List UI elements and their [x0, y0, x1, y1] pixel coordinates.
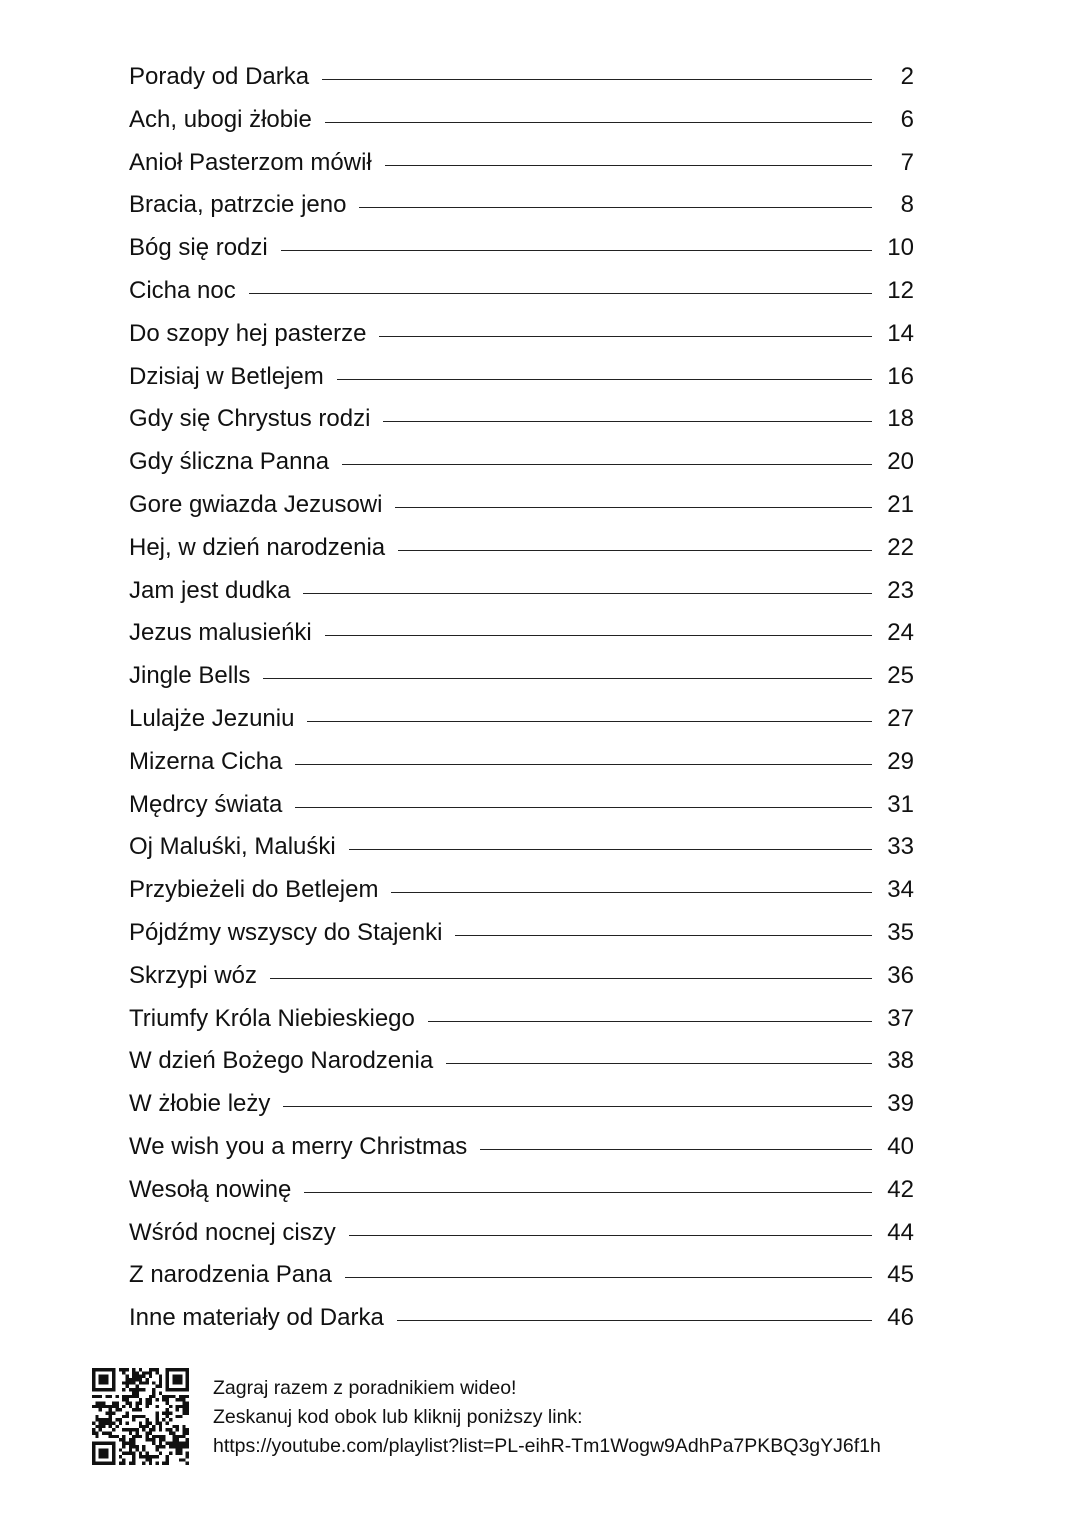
toc-entry-page: 40	[887, 1132, 914, 1160]
toc-entry[interactable]	[129, 184, 914, 227]
toc-leader-line	[359, 207, 872, 208]
toc-entry-title: W żłobie leży	[129, 1090, 271, 1118]
toc-entry-title: Bóg się rodzi	[129, 234, 268, 262]
toc-leader-line	[480, 1149, 872, 1150]
toc-entry-title: Jam jest dudka	[129, 576, 291, 604]
toc-leader-line	[398, 550, 872, 551]
toc-entry[interactable]	[129, 1254, 914, 1297]
toc-entry[interactable]	[129, 398, 914, 441]
toc-entry-page: 34	[887, 876, 914, 904]
toc-entry-page: 2	[900, 63, 914, 90]
footer-text	[213, 1374, 881, 1461]
toc-entry-title: Bracia, patrzcie jeno	[129, 191, 347, 219]
toc-entry[interactable]	[129, 955, 914, 998]
qr-code-icon[interactable]	[92, 1368, 189, 1465]
toc-entry-page: 7	[900, 148, 914, 176]
toc-leader-line	[379, 336, 872, 337]
toc-entry[interactable]	[129, 741, 914, 784]
toc-leader-line	[345, 1277, 872, 1278]
toc-entry-page: 35	[887, 918, 914, 946]
toc-entry[interactable]	[129, 826, 914, 869]
toc-entry-title: W dzień Bożego Narodzenia	[129, 1047, 434, 1075]
toc-leader-line	[391, 892, 872, 893]
toc-entry[interactable]	[129, 270, 914, 313]
toc-entry-title: Pójdźmy wszyscy do Stajenki	[129, 918, 443, 946]
toc-entry-page: 22	[887, 533, 914, 561]
toc-entry-page: 21	[887, 490, 914, 518]
toc-entry-page: 10	[887, 234, 914, 262]
toc-entry-title: Inne materiały od Darka	[129, 1304, 384, 1332]
toc-entry-page: 14	[887, 319, 914, 347]
toc-leader-line	[249, 293, 872, 294]
toc-entry-page: 8	[900, 191, 914, 219]
toc-entry-page: 39	[887, 1090, 914, 1118]
playlist-link[interactable]: https://youtube.com/playlist?list=PL-eihR-Tm1Wogw9AdhPa7PKBQ3gYJ6f1h	[213, 1435, 881, 1457]
toc-entry[interactable]	[129, 1169, 914, 1212]
toc-leader-line	[349, 849, 872, 850]
toc-entry-page: 46	[887, 1304, 914, 1332]
toc-entry-title: Cicha noc	[129, 276, 236, 304]
toc-entry-page: 20	[887, 448, 914, 476]
toc-entry-title: Ach, ubogi żłobie	[129, 105, 312, 133]
toc-entry-title: Przybieżeli do Betlejem	[129, 876, 379, 904]
toc-entry-title: Dzisiaj w Betlejem	[129, 362, 324, 390]
toc-entry-page: 37	[887, 1004, 914, 1032]
toc-entry-title: Wesołą nowinę	[129, 1175, 292, 1203]
toc-leader-line	[325, 635, 872, 636]
toc-entry-page: 6	[900, 105, 914, 133]
toc-entry[interactable]	[129, 655, 914, 698]
toc-entry-page: 27	[887, 704, 914, 732]
toc-entry-page: 29	[887, 747, 914, 775]
toc-entry-page: 36	[887, 961, 914, 989]
toc-leader-line	[283, 1106, 872, 1107]
toc-leader-line	[281, 250, 872, 251]
toc-entry-title: Gdy się Chrystus rodzi	[129, 405, 371, 433]
toc-entry[interactable]	[129, 1040, 914, 1083]
toc-leader-line	[270, 978, 872, 979]
toc-entry[interactable]	[129, 612, 914, 655]
toc-leader-line	[263, 678, 872, 679]
toc-entry-page: 18	[887, 405, 914, 433]
toc-entry-page: 38	[887, 1047, 914, 1075]
toc-entry[interactable]	[129, 1126, 914, 1169]
toc-leader-line	[397, 1320, 872, 1321]
toc-entry[interactable]	[129, 784, 914, 827]
toc-leader-line	[342, 464, 872, 465]
toc-leader-line	[325, 122, 872, 123]
toc-entry-page: 42	[887, 1175, 914, 1203]
toc-entry[interactable]	[129, 698, 914, 741]
toc-entry-page: 33	[887, 833, 914, 861]
toc-leader-line	[455, 935, 872, 936]
toc-entry[interactable]	[129, 1212, 914, 1255]
toc-entry[interactable]	[129, 1083, 914, 1126]
toc-entry[interactable]	[129, 1297, 914, 1340]
toc-entry[interactable]	[129, 912, 914, 955]
toc-entry[interactable]	[129, 527, 914, 570]
toc-entry[interactable]	[129, 869, 914, 912]
toc-leader-line	[303, 593, 872, 594]
toc-leader-line	[428, 1021, 872, 1022]
toc-entry-page: 23	[887, 576, 914, 604]
toc-leader-line	[322, 79, 872, 80]
toc-entry[interactable]	[129, 56, 914, 99]
toc-entry-title: Skrzypi wóz	[129, 961, 258, 989]
toc-leader-line	[295, 807, 872, 808]
toc-entry[interactable]	[129, 313, 914, 356]
toc-entry-title: Jingle Bells	[129, 662, 251, 690]
toc-entry-title: Jezus malusieńki	[129, 619, 312, 647]
toc-entry-page: 16	[887, 362, 914, 390]
toc-entry-page: 44	[887, 1218, 914, 1246]
toc-leader-line	[383, 421, 872, 422]
footer-line-2: Zeskanuj kod obok lub kliknij poniższy link:	[213, 1406, 583, 1428]
toc-entry-title: Gdy śliczna Panna	[129, 448, 330, 476]
toc-entry-title: Mizerna Cicha	[129, 747, 283, 775]
toc-entry[interactable]	[129, 99, 914, 142]
toc-leader-line	[304, 1192, 872, 1193]
toc-entry-title: Anioł Pasterzom mówił	[129, 148, 372, 176]
toc-entry[interactable]	[129, 441, 914, 484]
toc-leader-line	[337, 379, 872, 380]
toc-leader-line	[307, 721, 872, 722]
toc-entry-title: Z narodzenia Pana	[129, 1261, 332, 1289]
toc-entry-title: Porady od Darka	[129, 63, 310, 90]
toc-entry[interactable]	[129, 227, 914, 270]
toc-entry-page: 25	[887, 662, 914, 690]
toc-leader-line	[385, 165, 872, 166]
footer-line-1: Zagraj razem z poradnikiem wideo!	[213, 1377, 517, 1399]
toc-entry-page: 24	[887, 619, 914, 647]
toc-entry-page: 31	[887, 790, 914, 818]
toc-leader-line	[446, 1063, 872, 1064]
toc-leader-line	[295, 764, 872, 765]
toc-entry[interactable]	[129, 570, 914, 613]
toc-entry-title: Gore gwiazda Jezusowi	[129, 490, 383, 518]
table-of-contents	[129, 56, 914, 1340]
toc-leader-line	[349, 1235, 872, 1236]
toc-entry-title: Lulajże Jezuniu	[129, 704, 295, 732]
toc-entry[interactable]	[129, 484, 914, 527]
toc-entry-title: Do szopy hej pasterze	[129, 319, 367, 347]
toc-entry-title: We wish you a merry Christmas	[129, 1132, 468, 1160]
toc-entry-page: 45	[887, 1261, 914, 1289]
toc-entry-page: 12	[887, 276, 914, 304]
toc-entry-title: Mędrcy świata	[129, 790, 283, 818]
toc-entry[interactable]	[129, 142, 914, 185]
toc-entry-title: Hej, w dzień narodzenia	[129, 533, 386, 561]
toc-entry-title: Wśród nocnej ciszy	[129, 1218, 336, 1246]
toc-entry-title: Triumfy Króla Niebieskiego	[129, 1004, 415, 1032]
toc-entry[interactable]	[129, 998, 914, 1041]
toc-entry-title: Oj Maluśki, Maluśki	[129, 833, 336, 861]
video-footer	[92, 1368, 992, 1468]
toc-leader-line	[395, 507, 872, 508]
toc-entry[interactable]	[129, 356, 914, 399]
